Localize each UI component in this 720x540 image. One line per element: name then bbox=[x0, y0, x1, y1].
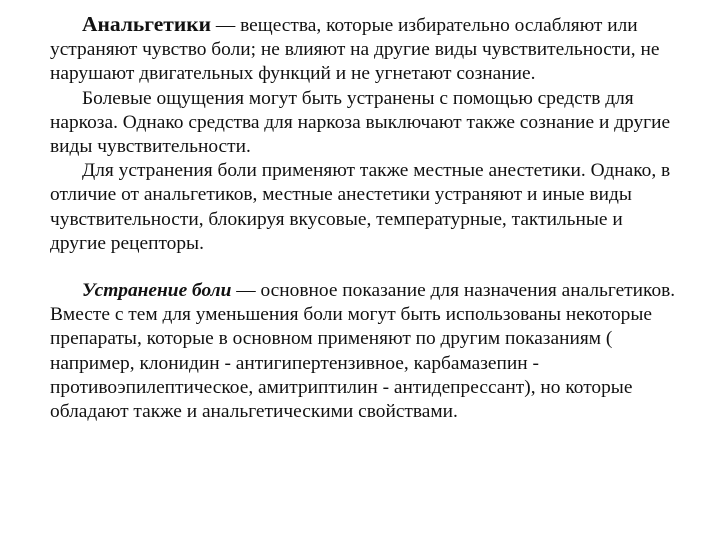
paragraph-text: Для устранения боли применяют также местные анестетики. Однако, в отличие от анальгетиков, местные анестетики устраняют и иные виды чувствительности, блокируя вкусовые, температурные, тактильные и другие рецепторы. bbox=[50, 160, 671, 254]
term-pain-relief: Устранение боли bbox=[82, 280, 232, 302]
paragraph-text: — вещества, которые избирательно ослабляют или устраняют чувство боли; не влияют на другие виды чувствительности, не нарушают двигательных функций и не угнетают сознание. bbox=[50, 15, 660, 85]
paragraph-local-anesthetics bbox=[50, 159, 680, 256]
paragraph-pain-relief bbox=[50, 279, 680, 424]
paragraph-gap bbox=[50, 256, 680, 279]
paragraph-anesthesia bbox=[50, 87, 680, 160]
paragraph-text: Болевые ощущения могут быть устранены с помощью средств для наркоза. Однако средства для наркоза выключают также сознание и другие виды чувствительности. bbox=[50, 87, 671, 158]
paragraph-analgesics-definition bbox=[50, 12, 680, 87]
term-analgesics: Анальгетики bbox=[82, 12, 212, 36]
paragraph-text: — основное показание для назначения анальгетиков. Вместе с тем для уменьшения боли могут быть использованы некоторые препараты, которые в основном применяют по другим показаниям ( например, клонидин - антигипертензивное, карбамазепин - противоэпилептическое, амитриптилин - антидепрессант), но которые обладают также и анальгетическими свойствами. bbox=[50, 280, 676, 423]
